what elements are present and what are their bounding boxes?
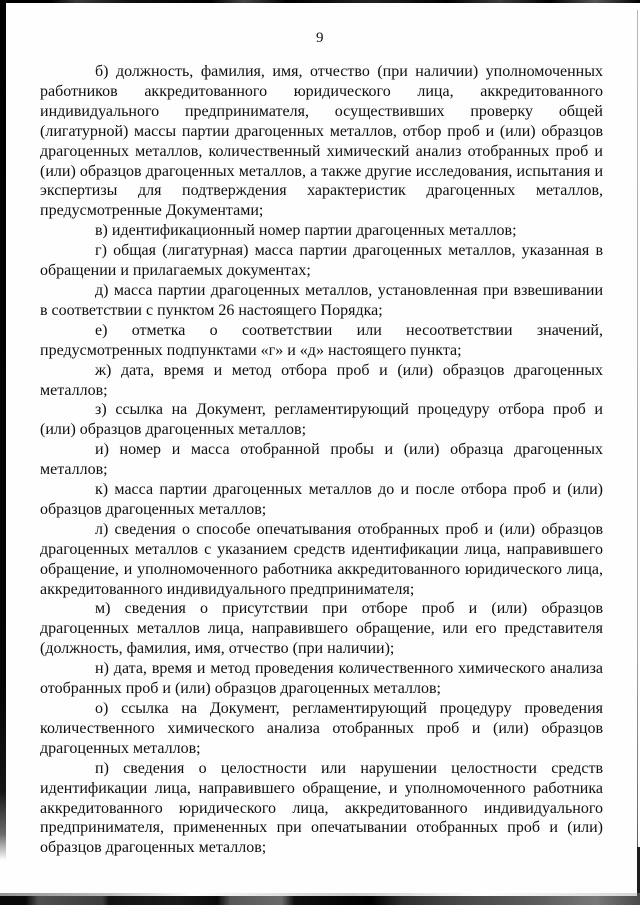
scan-edge-bottom xyxy=(0,896,640,905)
paragraph: ж) дата, время и метод отбора проб и (или) образцов драгоценных металлов; xyxy=(40,361,603,399)
paragraph: л) сведения о способе опечатывания отобранных проб и (или) образцов драгоценных металлов с указанием средств идентификации лица, направившего обращение, и уполномоченного работника аккредитованного юридического лица, аккредитованного индивидуального предпринимателя; xyxy=(40,520,603,598)
paragraph: к) масса партии драгоценных металлов до и после отбора проб и (или) образцов драгоценных металлов; xyxy=(40,481,603,518)
paragraph: б) должность, фамилия, имя, отчество (при наличии) уполномоченных работников аккредитованного юридического лица, аккредитованного индивидуального предпринимателя, осуществивших проверку общей (лигатурной) массы партии драгоценных металлов, отбор проб и (или) образцов драгоценных металлов, количественный химический анализ отобранных проб и (или) образцов драгоценных металлов, а также другие исследования, испытания и экспертизы для подтверждения характеристик драгоценных металлов, предусмотренные Документами; xyxy=(40,63,603,220)
scan-edge-top xyxy=(0,0,640,3)
scan-edge-right xyxy=(637,10,638,905)
paragraph: н) дата, время и метод проведения количественного химического анализа отобранных проб и (или) образцов драгоценных металлов; xyxy=(40,660,603,698)
page-number: 9 xyxy=(316,30,324,46)
paragraph: о) ссылка на Документ, регламентирующий процедуру проведения количественного химического анализа отобранных проб и (или) образцов драгоценных металлов; xyxy=(40,700,603,757)
paragraph: п) сведения о целостности или нарушении целостности средств идентификации лица, направившего обращение, и уполномоченного работника аккредитованного юридического лица, аккредитованного индивидуального предпринимателя, примененных при опечатывании отобранных проб и (или) образцов драгоценных металлов; xyxy=(40,759,603,857)
scan-edge-left xyxy=(0,0,6,860)
paragraph: и) номер и масса отобранной пробы и (или) образца драгоценных металлов; xyxy=(40,441,603,479)
paragraph: в) идентификационный номер партии драгоценных металлов; xyxy=(95,222,517,240)
page-text xyxy=(40,62,603,858)
paragraph: г) общая (лигатурная) масса партии драгоценных металлов, указанная в обращении и прилагаемых документах; xyxy=(40,242,603,280)
paragraph: з) ссылка на Документ, регламентирующий процедуру отбора проб и (или) образцов драгоценных металлов; xyxy=(40,401,603,439)
paragraph: е) отметка о соответствии или несоответствии значений, предусмотренных подпунктами «г» и «д» настоящего пункта; xyxy=(40,321,603,359)
paragraph: м) сведения о присутствии при отборе проб и (или) образцов драгоценных металлов лица, направившего обращение, или его представителя (должность, фамилия, имя, отчество (при наличии); xyxy=(40,600,603,658)
paragraph: д) масса партии драгоценных металлов, установленная при взвешивании в соответствии с пунктом 26 настоящего Порядка; xyxy=(40,281,603,319)
